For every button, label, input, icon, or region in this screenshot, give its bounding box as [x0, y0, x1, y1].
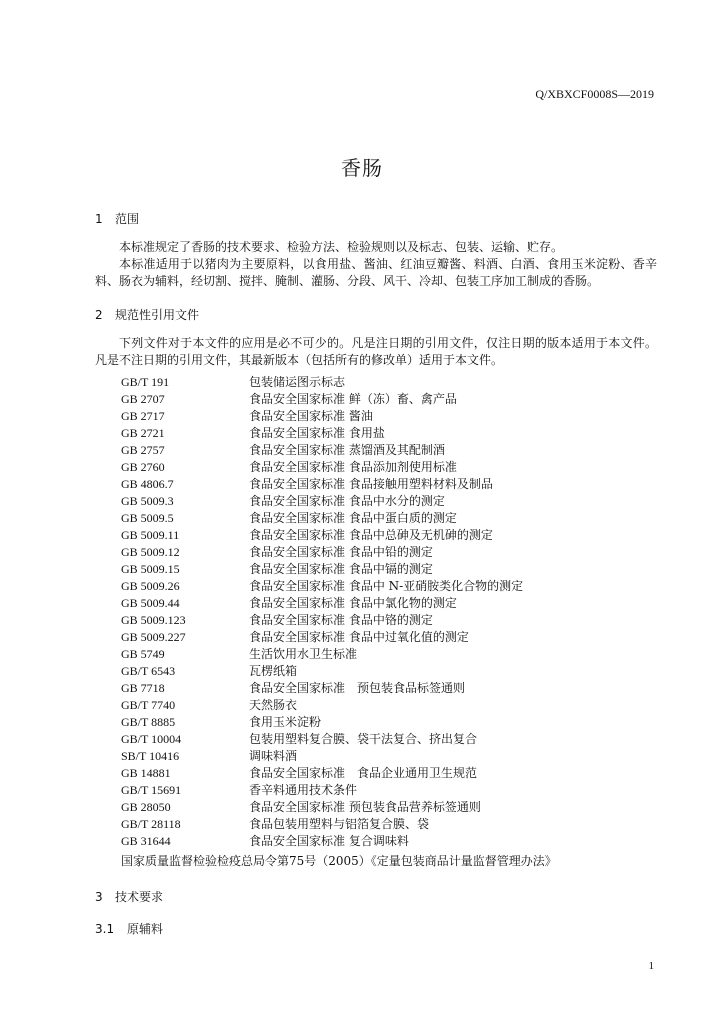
reference-code: GB 7718 [121, 681, 165, 695]
reference-item [121, 816, 523, 833]
reference-title: 食品安全国家标准 食品企业通用卫生规范 [249, 766, 478, 780]
section-2-heading [95, 306, 199, 323]
reference-item [121, 680, 523, 697]
section-1-heading [95, 210, 139, 227]
section-2-title: 规范性引用文件 [115, 308, 200, 322]
reference-title: 食品安全国家标准 食品中过氧化值的测定 [249, 630, 469, 644]
reference-title: 天然肠衣 [249, 698, 298, 712]
reference-code: GB/T 15691 [121, 783, 182, 797]
reference-item [121, 425, 523, 442]
reference-title: 食品安全国家标准 食品添加剂使用标准 [249, 460, 457, 474]
reference-code: SB/T 10416 [121, 749, 180, 763]
reference-item [121, 799, 523, 816]
section-1-number: 1 [95, 212, 103, 226]
document-title: 香肠 [341, 156, 383, 180]
reference-code: GB 5009.26 [121, 579, 180, 593]
reference-item [121, 595, 523, 612]
page-number: 1 [648, 960, 654, 972]
reference-title: 食品包装用塑料与铝箔复合膜、袋 [249, 817, 430, 831]
section-3-1-title: 原辅料 [127, 922, 164, 936]
reference-title: 食品安全国家标准 预包装食品标签通则 [249, 681, 466, 695]
reference-code: GB 2757 [121, 443, 165, 457]
reference-item [121, 476, 523, 493]
reference-code: GB/T 6543 [121, 664, 176, 678]
section-1-paragraph-2: 本标准适用于以猪肉为主要原料，以食用盐、酱油、红油豆瓣酱、料酒、白酒、食用玉米淀粉、香辛料、肠衣为辅料，经切割、搅拌、腌制、灌肠、分段、风干、冷却、包装工序加工制成的香肠。 [95, 257, 657, 288]
reference-code: GB 2721 [121, 426, 165, 440]
reference-code: GB 31644 [121, 834, 171, 848]
reference-list [121, 374, 523, 850]
reference-item [121, 544, 523, 561]
reference-item [121, 646, 523, 663]
reference-code: GB/T 10004 [121, 732, 182, 746]
reference-code: GB 5009.5 [121, 511, 174, 525]
reference-code: GB 5009.12 [121, 545, 180, 559]
reference-title: 生活饮用水卫生标准 [249, 647, 358, 661]
reference-item [121, 442, 523, 459]
reference-item [121, 459, 523, 476]
reference-title: 食品安全国家标准 食品中镉的测定 [249, 562, 433, 576]
reference-title: 食品安全国家标准 食品中铅的测定 [249, 545, 433, 559]
reference-item [121, 391, 523, 408]
reference-item [121, 833, 523, 850]
reference-code: GB 5009.11 [121, 528, 180, 542]
reference-item [121, 561, 523, 578]
reference-code: GB 5009.227 [121, 630, 186, 644]
section-3-number: 3 [95, 890, 103, 904]
reference-item [121, 408, 523, 425]
reference-item [121, 374, 523, 391]
reference-code: GB/T 7740 [121, 698, 176, 712]
section-1-title: 范围 [115, 212, 140, 226]
reference-title: 食用玉米淀粉 [249, 715, 322, 729]
reference-item [121, 612, 523, 629]
reference-item [121, 765, 523, 782]
reference-code: GB 14881 [121, 766, 171, 780]
reference-code: GB 28050 [121, 800, 171, 814]
reference-title: 食品安全国家标准 蒸馏酒及其配制酒 [249, 443, 445, 457]
section-3-heading [95, 888, 163, 905]
reference-title: 食品安全国家标准 食品中蛋白质的测定 [249, 511, 457, 525]
reference-code: GB/T 191 [121, 375, 170, 389]
reference-title: 食品安全国家标准 食品中铬的测定 [249, 613, 433, 627]
section-3-1-number: 3.1 [95, 922, 115, 936]
reference-title: 香辛料通用技术条件 [249, 783, 358, 797]
reference-item [121, 493, 523, 510]
reference-code: GB 2707 [121, 392, 165, 406]
standard-code: Q/XBXCF0008S—2019 [535, 87, 654, 101]
reference-title: 食品安全国家标准 食品中氯化物的测定 [249, 596, 457, 610]
reference-title: 食品安全国家标准 鲜（冻）畜、禽产品 [249, 392, 457, 406]
reference-item [121, 527, 523, 544]
reference-item [121, 782, 523, 799]
section-3-title: 技术要求 [115, 890, 164, 904]
reference-note: 国家质量监督检验检疫总局令第75号（2005）《定量包装商品计量监督管理办法》 [121, 854, 557, 868]
reference-code: GB 2760 [121, 460, 165, 474]
reference-item [121, 731, 523, 748]
reference-title: 瓦楞纸箱 [249, 664, 298, 678]
reference-title: 食品安全国家标准 食用盐 [249, 426, 385, 440]
section-2-intro: 下列文件对于本文件的应用是必不可少的。凡是注日期的引用文件，仅注日期的版本适用于本文件。凡是不注日期的引用文件，其最新版本（包括所有的修改单）适用于本文件。 [95, 336, 657, 367]
reference-item [121, 697, 523, 714]
reference-item [121, 748, 523, 765]
reference-title: 食品安全国家标准 食品中水分的测定 [249, 494, 445, 508]
section-3-1-heading [95, 920, 163, 937]
reference-item [121, 663, 523, 680]
reference-code: GB 5009.3 [121, 494, 174, 508]
reference-code: GB 5009.44 [121, 596, 180, 610]
reference-title: 食品安全国家标准 食品接触用塑料材料及制品 [249, 477, 493, 491]
reference-item [121, 714, 523, 731]
reference-code: GB 5009.15 [121, 562, 180, 576]
reference-item [121, 578, 523, 595]
reference-title: 包装储运图示标志 [249, 375, 346, 389]
reference-item [121, 629, 523, 646]
reference-title: 食品安全国家标准 预包装食品营养标签通则 [249, 800, 481, 814]
reference-title: 食品安全国家标准 酱油 [249, 409, 373, 423]
reference-title: 食品安全国家标准 食品中 N-亚硝胺类化合物的测定 [249, 579, 524, 593]
reference-item [121, 510, 523, 527]
section-1-paragraph-1: 本标准规定了香肠的技术要求、检验方法、检验规则以及标志、包装、运输、贮存。 [119, 240, 564, 254]
reference-code: GB 4806.7 [121, 477, 174, 491]
reference-code: GB/T 28118 [121, 817, 181, 831]
reference-title: 包装用塑料复合膜、袋干法复合、挤出复合 [249, 732, 478, 746]
section-2-number: 2 [95, 308, 103, 322]
reference-title: 食品安全国家标准 食品中总砷及无机砷的测定 [249, 528, 493, 542]
reference-code: GB 5749 [121, 647, 165, 661]
reference-code: GB/T 8885 [121, 715, 176, 729]
reference-code: GB 2717 [121, 409, 165, 423]
reference-title: 调味料酒 [249, 749, 298, 763]
reference-title: 食品安全国家标准 复合调味料 [249, 834, 409, 848]
reference-code: GB 5009.123 [121, 613, 186, 627]
